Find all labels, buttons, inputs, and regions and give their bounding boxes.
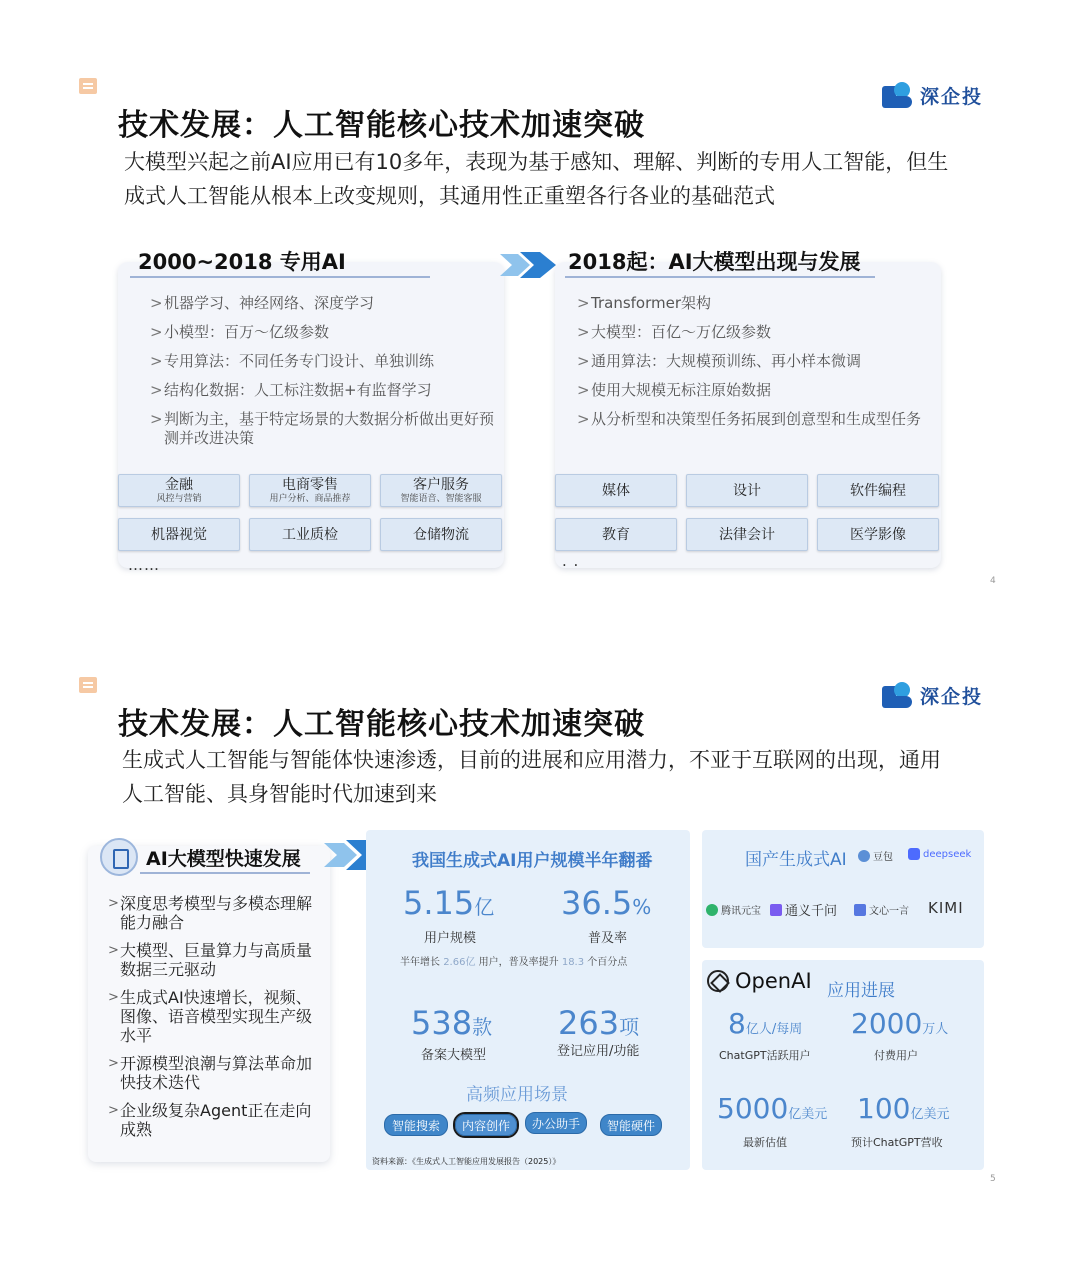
- tag-label: 金融: [165, 476, 193, 493]
- chatgpt-users-label: ChatGPT活跃用户: [719, 1049, 811, 1062]
- tag-education: [555, 518, 677, 551]
- brand-label: 腾讯元宝: [721, 906, 761, 917]
- note-text: 个百分点: [587, 957, 628, 968]
- bullet-item: > 机器学习、神经网络、深度学习: [150, 294, 495, 313]
- tag-label: 教育: [602, 526, 630, 543]
- brand-label: deepseek: [923, 848, 972, 860]
- stat-number: 538: [411, 1004, 473, 1042]
- logo-text: 深企投: [920, 85, 984, 108]
- special-ai-bullets: [150, 294, 495, 458]
- growth-note: [400, 953, 627, 968]
- doubao-icon: [858, 850, 870, 862]
- brand-label: 文心一言: [869, 906, 909, 917]
- penetration-label: 普及率: [588, 931, 628, 946]
- penetration-value: [561, 884, 651, 922]
- valuation-label: 最新估值: [743, 1136, 787, 1149]
- slide-title: 技术发展：人工智能核心技术加速突破: [118, 707, 645, 742]
- document-icon: [100, 838, 138, 876]
- brand-tongyi: [770, 900, 837, 919]
- brand-tencent-yuanbao: [706, 902, 761, 917]
- tag-label: 软件编程: [850, 482, 906, 499]
- model-count-value: [411, 1004, 492, 1042]
- deepseek-icon: [908, 848, 920, 860]
- brand-label: KIMI: [928, 899, 964, 917]
- bullet-item: > Transformer架构: [577, 294, 922, 313]
- app-count-label: 登记应用/功能: [557, 1044, 640, 1059]
- paid-users-label: 付费用户: [874, 1049, 918, 1062]
- stat-unit: 亿: [474, 895, 495, 919]
- user-scale-title: 我国生成式AI用户规模半年翻番: [412, 851, 653, 871]
- stat-unit: %: [632, 895, 652, 919]
- bullet-item: > 判断为主，基于特定场景的大数据分析做出更好预测并改进决策: [150, 410, 495, 448]
- tag-label: 工业质检: [282, 526, 338, 543]
- yuanbao-icon: [706, 904, 718, 916]
- more-dots: . .: [562, 552, 580, 570]
- pill-smart-search[interactable]: 智能搜索: [384, 1114, 448, 1136]
- tag-media: [555, 474, 677, 507]
- logo-text: 深企投: [920, 685, 984, 708]
- slide-4: [0, 0, 1080, 620]
- ai-model-bullets: [108, 894, 323, 1148]
- paid-users-value: [851, 1007, 948, 1040]
- more-dots: ……: [128, 556, 160, 574]
- brand-label: 通义千问: [785, 904, 838, 919]
- slide-5: [0, 620, 1080, 1273]
- brand-doubao: [858, 848, 893, 863]
- bullet-item: > 深度思考模型与多模态理解能力融合: [108, 894, 323, 932]
- company-logo: [880, 680, 983, 710]
- openai-label: OpenAI: [735, 969, 812, 993]
- company-logo: [880, 80, 983, 110]
- tag-finance: [118, 474, 240, 507]
- tag-machine-vision: [118, 518, 240, 551]
- note-value: 18.3: [561, 957, 585, 968]
- brand-deepseek: [908, 848, 971, 860]
- stat-unit: 款: [472, 1015, 493, 1039]
- stat-number: 263: [558, 1004, 620, 1042]
- bullet-item: > 结构化数据：人工标注数据+有监督学习: [150, 381, 495, 400]
- tag-medical-imaging: [817, 518, 939, 551]
- openai-icon: [707, 970, 729, 992]
- heading-underline: [130, 276, 430, 278]
- domestic-ai-title: 国产生成式AI: [745, 850, 847, 870]
- tag-logistics: [380, 518, 502, 551]
- ai-model-heading: AI大模型快速发展: [146, 848, 301, 870]
- note-icon: [79, 677, 97, 693]
- stat-number: 5000: [717, 1092, 789, 1125]
- app-count-value: [558, 1004, 639, 1042]
- large-model-bullets: [577, 294, 922, 439]
- tag-label: 仓储物流: [413, 526, 469, 543]
- stat-number: 2000: [851, 1007, 923, 1040]
- chatgpt-users-value: [728, 1007, 802, 1040]
- bullet-item: > 小模型：百万～亿级参数: [150, 323, 495, 342]
- stat-unit: 万人: [922, 1022, 949, 1037]
- bullet-item: > 开源模型浪潮与算法革命加快技术迭代: [108, 1054, 323, 1092]
- tag-software: [817, 474, 939, 507]
- tongyi-icon: [770, 904, 782, 916]
- bullet-item: > 专用算法：不同任务专门设计、单独训练: [150, 352, 495, 371]
- note-text: 用户，普及率提升: [478, 957, 559, 968]
- chevron-right-icon: [500, 250, 558, 280]
- tag-customer-service: [380, 474, 502, 507]
- logo-mark-icon: [880, 80, 914, 110]
- bullet-item: > 大模型：百亿～万亿级参数: [577, 323, 922, 342]
- valuation-value: [717, 1092, 827, 1125]
- note-value: 2.66亿: [443, 957, 476, 968]
- tag-label: 医学影像: [850, 526, 906, 543]
- stat-number: 5.15: [403, 884, 475, 922]
- stat-unit: 亿人/每周: [745, 1022, 803, 1037]
- pill-office-assistant[interactable]: 办公助手: [525, 1112, 587, 1134]
- openai-brand: [707, 969, 812, 993]
- scene-title: 高频应用场景: [466, 1085, 568, 1105]
- bullet-item: > 从分析型和决策型任务拓展到创意型和生成型任务: [577, 410, 922, 429]
- brand-label: 豆包: [873, 852, 893, 863]
- tag-law-accounting: [686, 518, 808, 551]
- bullet-item: > 企业级复杂Agent正在走向成熟: [108, 1101, 323, 1139]
- revenue-label: 预计ChatGPT营收: [851, 1136, 943, 1149]
- slide-title: 技术发展：人工智能核心技术加速突破: [118, 108, 645, 143]
- model-count-label: 备案大模型: [421, 1048, 487, 1063]
- stat-unit: 亿美元: [910, 1107, 950, 1122]
- tag-label: 媒体: [602, 482, 630, 499]
- user-scale-label: 用户规模: [424, 931, 477, 946]
- bullet-item: > 大模型、巨量算力与高质量数据三元驱动: [108, 941, 323, 979]
- stat-unit: 项: [619, 1015, 640, 1039]
- tag-sublabel: 用户分析、商品推荐: [269, 493, 351, 504]
- note-text: 半年增长: [400, 957, 440, 968]
- wenxin-icon: [854, 904, 866, 916]
- heading-underline: [140, 872, 310, 874]
- tag-sublabel: 智能语音、智能客服: [400, 493, 482, 504]
- brand-wenxin: [854, 902, 909, 917]
- revenue-value: [857, 1092, 949, 1125]
- tag-label: 电商零售: [282, 476, 338, 493]
- stat-number: 8: [728, 1007, 746, 1040]
- tag-label: 设计: [733, 482, 761, 499]
- heading-underline: [565, 276, 875, 278]
- stat-unit: 亿美元: [788, 1107, 828, 1122]
- brand-kimi: [928, 899, 964, 917]
- note-icon: [79, 78, 97, 94]
- tag-label: 客户服务: [413, 476, 469, 493]
- slide-subtitle: 生成式人工智能与智能体快速渗透，目前的进展和应用潜力，不亚于互联网的出现，通用人工智能、具身智能时代加速到来: [122, 748, 941, 806]
- user-scale-value: [403, 884, 494, 922]
- tag-label: 机器视觉: [151, 526, 207, 543]
- slide-subtitle: 大模型兴起之前AI应用已有10多年，表现为基于感知、理解、判断的专用人工智能，但生成式人工智能从根本上改变规则，其通用性正重塑各行各业的基础范式: [124, 150, 949, 208]
- tag-label: 法律会计: [719, 526, 775, 543]
- openai-progress-title: 应用进展: [827, 981, 895, 1001]
- pill-content-creation[interactable]: 内容创作: [455, 1114, 517, 1136]
- stat-number: 36.5: [561, 884, 633, 922]
- source-note: 资料来源：《生成式人工智能应用发展报告（2025）》: [372, 1157, 561, 1166]
- bullet-item: > 通用算法：大规模预训练、再小样本微调: [577, 352, 922, 371]
- page-number: 5: [990, 1174, 996, 1184]
- bullet-item: > 使用大规模无标注原始数据: [577, 381, 922, 400]
- page-number: 4: [990, 576, 996, 586]
- tag-ecommerce: [249, 474, 371, 507]
- stat-number: 100: [857, 1092, 911, 1125]
- bullet-item: > 生成式AI快速增长，视频、图像、语音模型实现生产级水平: [108, 988, 323, 1045]
- large-model-heading: 2018起：AI大模型出现与发展: [568, 250, 861, 274]
- tag-quality-inspection: [249, 518, 371, 551]
- pill-smart-hardware[interactable]: 智能硬件: [600, 1114, 662, 1136]
- tag-design: [686, 474, 808, 507]
- tag-sublabel: 风控与营销: [156, 493, 202, 504]
- logo-mark-icon: [880, 680, 914, 710]
- special-ai-heading: 2000~2018 专用AI: [138, 250, 346, 274]
